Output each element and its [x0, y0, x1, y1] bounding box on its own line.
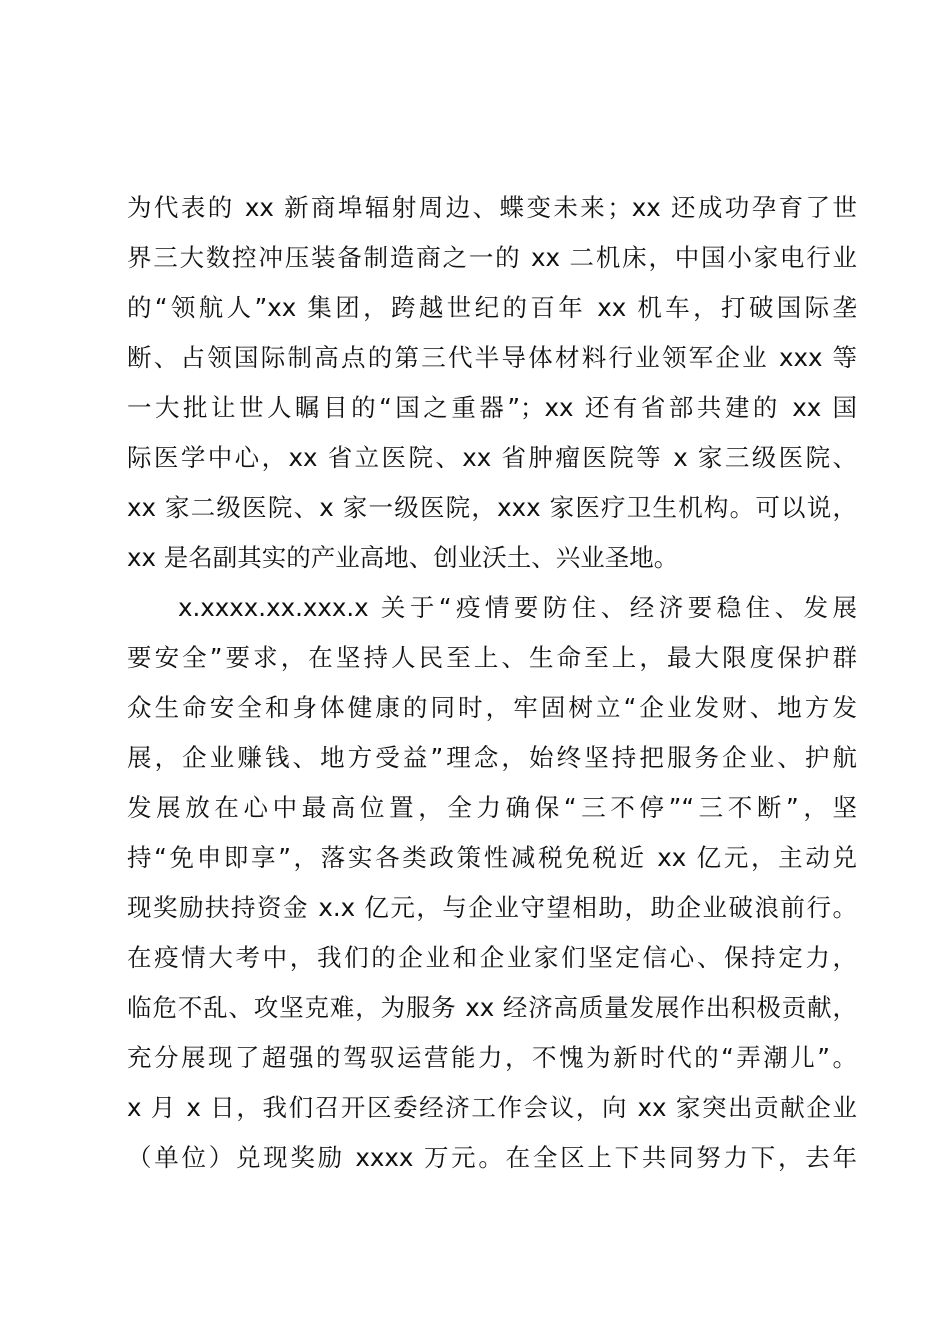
text-line: 断、占领国际制高点的第三代半导体材料行业领军企业 xxx 等 — [127, 343, 857, 372]
text-line: 际医学中心，xx 省立医院、xx 省肿瘤医院等 x 家三级医院、 — [127, 443, 857, 472]
text-line: x 月 x 日，我们召开区委经济工作会议，向 xx 家突出贡献企业 — [127, 1093, 857, 1122]
text-line: xx 家二级医院、x 家一级医院，xxx 家医疗卫生机构。可以说， — [127, 493, 857, 522]
text-line: 持“免申即享”，落实各类政策性减税免税近 xx 亿元，主动兑 — [127, 843, 857, 872]
text-line: xx 是名副其实的产业高地、创业沃土、兴业圣地。 — [127, 543, 679, 572]
paragraph-first-line: x.xxxx.xx.xxx.x 关于“疫情要防住、经济要稳住、发展 — [178, 593, 857, 622]
text-line: 展，企业赚钱、地方受益”理念，始终坚持把服务企业、护航 — [127, 743, 857, 772]
text-line: 一大批让世人瞩目的“国之重器”；xx 还有省部共建的 xx 国 — [127, 393, 857, 422]
text-line: 为代表的 xx 新商埠辐射周边、蝶变未来；xx 还成功孕育了世 — [127, 193, 857, 222]
text-line: 的“领航人”xx 集团，跨越世纪的百年 xx 机车，打破国际垄 — [127, 293, 857, 322]
text-line: （单位）兑现奖励 xxxx 万元。在全区上下共同努力下，去年 — [127, 1143, 857, 1172]
text-line: 众生命安全和身体健康的同时，牢固树立“企业发财、地方发 — [127, 693, 857, 722]
text-line: 充分展现了超强的驾驭运营能力，不愧为新时代的“弄潮儿”。 — [127, 1043, 857, 1072]
body-text — [127, 183, 857, 1183]
text-line: 临危不乱、攻坚克难，为服务 xx 经济高质量发展作出积极贡献， — [127, 993, 857, 1022]
text-line: 发展放在心中最高位置，全力确保“三不停”“三不断”，坚 — [127, 793, 857, 822]
text-line: 在疫情大考中，我们的企业和企业家们坚定信心、保持定力， — [127, 943, 857, 972]
text-line: 界三大数控冲压装备制造商之一的 xx 二机床，中国小家电行业 — [127, 243, 857, 272]
text-line: 要安全”要求，在坚持人民至上、生命至上，最大限度保护群 — [127, 643, 857, 672]
text-line: 现奖励扶持资金 x.x 亿元，与企业守望相助，助企业破浪前行。 — [127, 893, 857, 922]
